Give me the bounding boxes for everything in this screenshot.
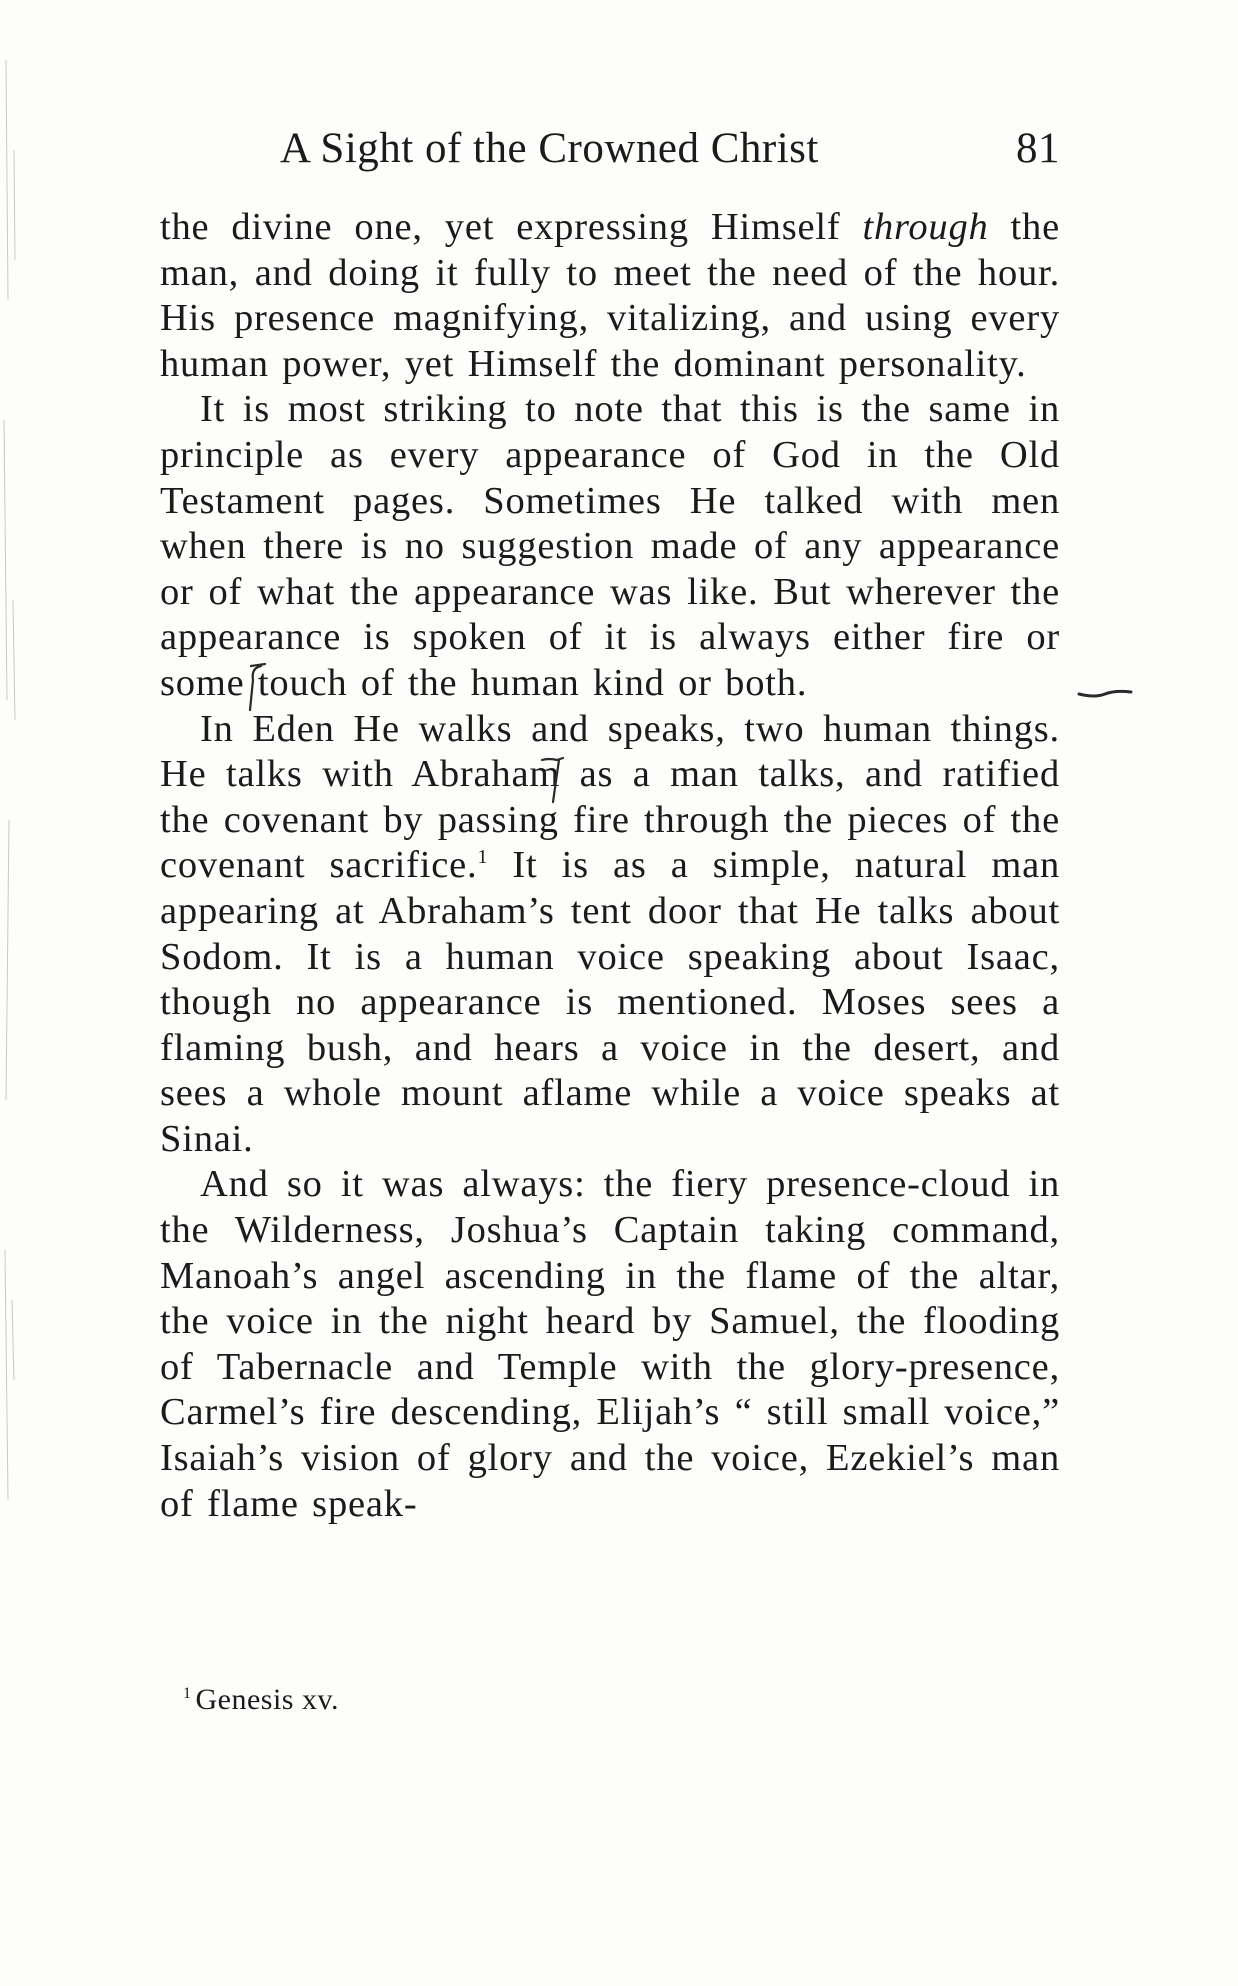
page-edge-marks: [0, 0, 26, 1986]
pencil-margin-dash-mark: [1075, 684, 1135, 704]
footnote-reference: 1: [477, 846, 489, 869]
running-title: A Sight of the Crowned Christ: [280, 125, 819, 172]
paragraph-3: In Eden He walks and speaks, two human things. He talks with Abraham as a man talks, and ratified the covenant by passing fire through the pieces of the covenant sacrifice.$^1$ It is as a simple, natural man appearing at Abraham’s tent door that He talks about Sodom. It is a human voice speaking about Isaac, though no appearance is mentioned. Moses sees a flaming bush, and hears a voice in the desert, and sees a whole mount aflame while a voice speaks at Sinai.: [160, 707, 1061, 1160]
running-header: [280, 124, 1070, 180]
paragraph-1: the divine one, yet expressing Himself through the man, and doing it fully to meet the need of the hour. His presence magnifying, vitalizing, and using every human power, yet Himself the dominant personality.: [160, 206, 1060, 385]
page-number: 81: [1016, 125, 1060, 172]
paragraph-2: It is most striking to note that this is the same in principle as every appearance of God in the Old Testament pages. Sometimes He talked with men when there is no suggestion made of any appearance or of what the appearance was like. But wherever the appearance is spoken of it is always either fire or some touch of the human kind or both.: [160, 388, 1060, 704]
pencil-bracket-open-mark: [243, 660, 267, 716]
footnote-text: Genesis xv.: [195, 1683, 340, 1716]
paragraph-4: And so it was always: the fiery presence-cloud in the Wilderness, Joshua’s Captain taking command, Manoah’s angel ascending in the flame of the altar, the voice in the night heard by Samuel, the flooding of Tabernacle and Temple with the glory-presence, Carmel’s fire descending, Elijah’s “ still small voice,” Isaiah’s vision of glory and the voice, Ezekiel’s man of flame speak-: [160, 1163, 1060, 1525]
footnote: [183, 1683, 339, 1717]
pencil-bracket-close-mark: [539, 752, 569, 808]
body-text: [160, 205, 1060, 1527]
italic-word: through: [862, 206, 989, 248]
footnote-marker: 1: [183, 1685, 192, 1702]
